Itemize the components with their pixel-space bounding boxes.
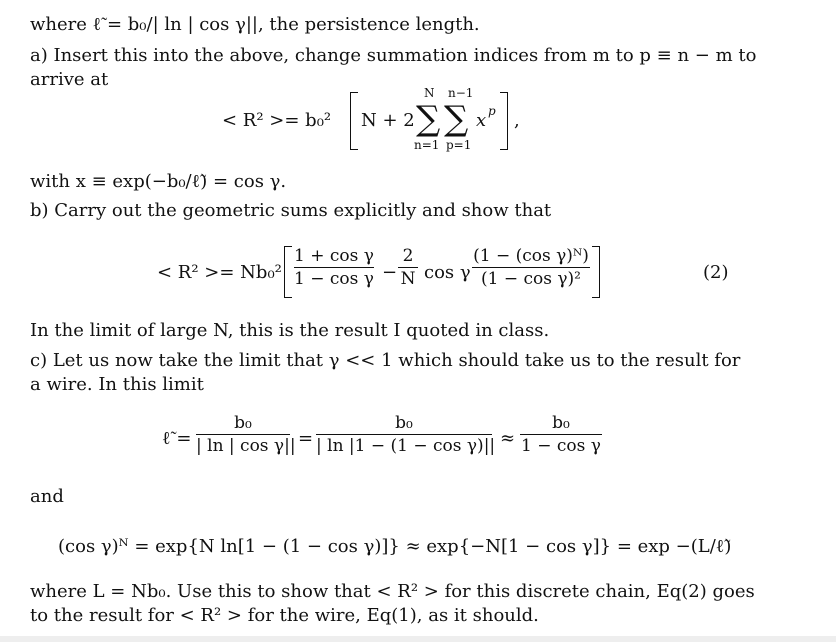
text-line-where-l: where L = Nb₀. Use this to show that < R² > for this discrete chain, Eq(2) goes [30, 581, 755, 602]
eq1-sum1-symbol: ∑ [416, 99, 441, 139]
eq3-f3-den: 1 − cos γ [521, 436, 601, 456]
eq3-lhs: ℓ̃ = [162, 428, 192, 449]
eq1-sum2-symbol: ∑ [444, 99, 469, 139]
eq2-fraction-3 [472, 246, 590, 289]
eq1-sum1-top: N [424, 86, 435, 100]
eq2-minus: − [382, 262, 398, 283]
eq2-lhs: < R² >= Nb₀² [157, 262, 282, 283]
eq1-sum2-top: n−1 [448, 86, 474, 100]
eq3-fraction-3 [520, 413, 602, 456]
equation-4: (cos γ)ᴺ = exp{N ln[1 − (1 − cos γ)]} ≈ exp{−N[1 − cos γ]} = exp −(L/ℓ̃) [58, 536, 732, 557]
eq1-summand: x [476, 110, 487, 131]
eq3-fraction-1 [196, 413, 296, 456]
text-line-and: and [30, 486, 64, 507]
eq3-f3-num: b₀ [552, 413, 570, 433]
eq3-f2-den: | ln |1 − (1 − cos γ)|| [316, 436, 496, 456]
eq3-f1-num: b₀ [234, 413, 252, 433]
eq3-f2-num: b₀ [395, 413, 413, 433]
eq2-fraction-1 [294, 246, 374, 289]
text-line-large-n: In the limit of large N, this is the result I quoted in class. [30, 320, 550, 341]
eq1-lhs: < R² >= b₀² [222, 110, 332, 131]
eq3-f1-den: | ln | cos γ|| [196, 436, 296, 456]
text-line-part-b: b) Carry out the geometric sums explicitly and show that [30, 200, 552, 221]
eq2-f1-num: 1 + cos γ [294, 246, 374, 266]
eq2-f3-num: (1 − (cos γ)ᴺ) [473, 246, 589, 266]
eq2-cos: cos γ [424, 262, 471, 283]
eq2-label: (2) [703, 262, 729, 283]
eq2-f2-den: N [400, 269, 416, 289]
eq2-f2-num: 2 [402, 246, 414, 266]
text-line-part-c: c) Let us now take the limit that γ << 1 which should take us to the result for [30, 350, 741, 371]
eq1-left-bracket [350, 92, 358, 150]
eq1-n-term: N + 2 [361, 110, 415, 131]
eq1-sum2-bottom: p=1 [446, 138, 472, 152]
eq2-f3-den: (1 − cos γ)² [481, 269, 581, 289]
eq2-right-bracket [592, 246, 600, 298]
bottom-strip [0, 636, 836, 642]
eq1-trail: , [514, 110, 520, 131]
eq2-fraction-2 [398, 246, 418, 289]
eq1-right-bracket [500, 92, 508, 150]
text-line-wire: a wire. In this limit [30, 374, 204, 395]
text-line-arrive: arrive at [30, 69, 109, 90]
eq3-approx: ≈ [500, 428, 516, 449]
eq2-f1-den: 1 − cos γ [294, 269, 374, 289]
eq2-left-bracket [284, 246, 292, 298]
text-line-wire-result: to the result for < R² > for the wire, Eq(1), as it should. [30, 605, 539, 626]
eq3-equals: = [298, 428, 314, 449]
eq3-fraction-2 [316, 413, 496, 456]
text-line-part-a: a) Insert this into the above, change summation indices from m to p ≡ n − m to [30, 45, 757, 66]
text-line-with-x: with x ≡ exp(−b₀/ℓ̃) = cos γ. [30, 171, 287, 192]
eq1-summand-exp: p [488, 104, 496, 118]
eq1-sum1-bottom: n=1 [414, 138, 440, 152]
text-line-persistence: where ℓ̃ = b₀/| ln | cos γ||, the persistence length. [30, 14, 480, 35]
